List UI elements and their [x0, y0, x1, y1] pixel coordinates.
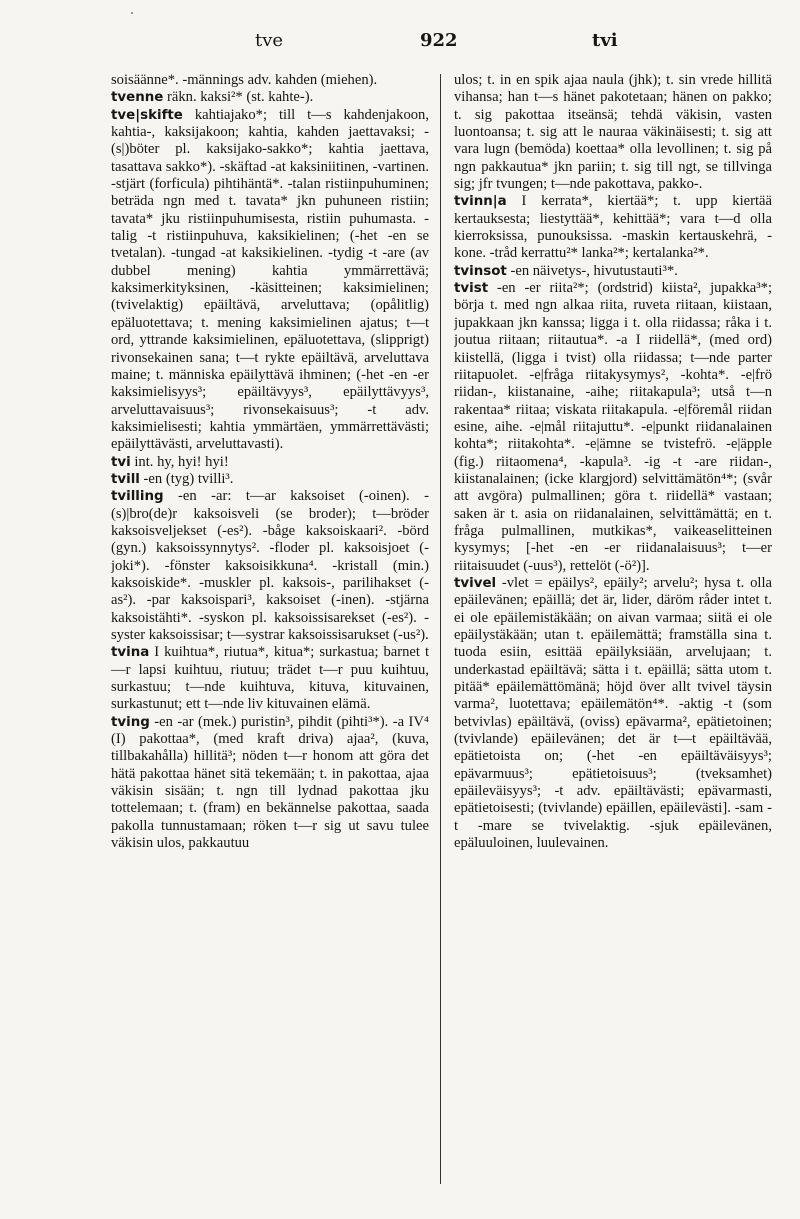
dictionary-entry	[111, 89, 429, 106]
entry-text: I kerrata*, kiertää*; t. upp kiertää kertauksesta; liestyttää*, kehittää*; vara t—d olla kierroksissa, punouksissa. -maskin kertauskehrä, -kone. -tråd kerrattu²* lanka²*; kertalanka²*.	[454, 193, 772, 262]
page-header	[0, 30, 800, 54]
entry-text: -en näivetys-, hivutustauti³*.	[506, 262, 678, 279]
entry-text: ulos; t. in en spik ajaa naula (jhk); t. sin vrede hillitä vihansa; han t—s hänet pakotetaan; hänen on pakko; t. sig pakottaa itseänsä; tehdä väkisin, vasten luontoansa; t. sig att le nauraa väkinäisesti; t. sig att vara lugn (bemöda) koettaa* olla levollinen; t. sig på ngn pakkautua* jkn pariin; t. sig till ngt, se tillvinga sig; jfr tvungen; t—nde pakottava, pakko-.	[454, 72, 772, 193]
entry-text: kahtiajako*; till t—s kahdenjakoon, kahtia-, kaksijakoon; kahtia, kahden jaettavaksi; -(s|)böter pl. kaksijako-sakko*; kahtia jaettava, tasattava sakko*). -skäftad -at kaksiniitinen, -vartinen. -stjärt (forficula) pihtihäntä*. -talan ristiinpuhuminen; beträda ngn med t. tavata* jkn puhuneen ristiin; tavata* jku ristiinpuhumisesta, ristiin puhumasta. -talig -t ristiinpuhuva, kaksikielinen; (-het -en se tvetalan). -tungad -at kaksikielinen. -tydig -t -are (av dubbel mening) kahtia ymmärrettävä; kaksimerkityksinen, -käsitteinen; kaksimielinen; (tvivelaktig) epäiltävä, arveluttava; (opålitlig) epäluotettava; t. mening kaksimielinen ajatus; t—t ord, yttrande kaksimielinen, epäluotettava, (slipprigt) rivonsekainen sana; t—t rykte epäiltävä, arveluttava maine; t. människa epäilyttävä ihminen; (-het -en -er kaksimielisyys³; epäiltävyys³, epäilyttävyys³, arveluttavaisuus³; rivonsekaisuus³; -t adv. kaksimielisesti; kahtia ymmärtäen, ymmärrettävästi; epäilyttävästi, arveluttavasti).	[111, 106, 429, 453]
header-left-guideword: tve	[255, 30, 284, 51]
dictionary-entry	[111, 454, 429, 471]
entry-text: -en -er riita²*; (ordstrid) kiista², jupakka³*; börja t. med ngn alkaa riita, ruveta riitaan, kiistaan, jupakkaan jkn kanssa; ligga i t. olla riidassa; råka i t. joutua riitaan; riitautua*. -a I riidellä*, (med ord) kiistellä, (ligga i tvist) olla riidassa; t—nde parter riitapuolet. -e|fråga riitakysymys², -kohta*. -e|frö riidan-, kiistanaine, -aihe; riitakapula³; utså t—n rakentaa* riitaa; viskata riitakapula. -e|föremål riidan esine, aihe. -e|mål riitajuttu*. -e|punkt riidanalainen kohta*; riitakohta*. -e|ämne se tvistefrö. -e|äpple (fig.) riitaomena⁴, -kapula³. -ig -t -are riidan-, kiistanalainen; (icke klargjord) selvittämätön⁴*; (svår att avgöra) pulmallinen; göra t. riidellä* vastaan; saken är t. asia on riidanalainen, selvittämättä; en t. fråga pulmallinen, mutkikas*, vaikeaselitteinen kysymys; [-het -en -er riidanalaisuus³; t—er riitaisuudet (-uus³), rettelöt (-ö²)].	[454, 280, 772, 574]
left-column	[111, 72, 429, 1192]
dictionary-entry	[111, 644, 429, 713]
entry-headword: tvina	[111, 645, 150, 661]
entry-headword: tvist	[454, 281, 489, 297]
entry-headword: tvi	[111, 454, 131, 470]
dictionary-entry	[111, 107, 429, 454]
column-divider	[440, 74, 441, 1184]
entry-headword: tvenne	[111, 90, 164, 106]
dictionary-entry	[454, 263, 772, 280]
dictionary-entry	[454, 193, 772, 262]
entry-headword: tvinsot	[454, 263, 507, 279]
dictionary-entry	[454, 280, 772, 575]
entry-text: -vlet = epäilys², epäily²; arvelu²; hysa t. olla epäilevänen; epäillä; det är, lider, däröm råder intet t. ei ole epäilemistäkään; on aivan varmaa; siitä ei ole epäilystäkään; utan t. epäilemättä; framställa sina t. tuoda esiin, esittää epäilyksiään, arvelujaan; t. underkastad epäiltävä; sätta i t. epäillä; sätta utom t. pitää* epäilemättömänä; höjd över allt tvivel täysin varma², luotettava; epäilemätön⁴*. -aktig -t (som betvivlas) epäiltävä, (oviss) epävarma², epätietoinen; (tvivlande) epäilevänen; det är t—t epäiltävää, epätietoista on; (-het -en epäiltäväisyys³; epävarmuus³; epätietoisuus³; (tveksamhet) epäileväisyys³; -t adv. epäiltävästi; epävarmasti, epätietoisesti; (tvivlande) epäillen, epäilevästi]. -sam -t -mare se tvivelaktig. -sjuk epäilevänen, epäluuloinen, luulevainen.	[454, 574, 772, 852]
header-right-guideword: tvi	[592, 30, 618, 51]
entry-text: I kuihtua*, riutua*, kitua*; surkastua; barnet t—r lapsi kuihtuu, riutuu; trädet t—r puu kuihtuu, surkastuu; t—nde kuihtuva, kituva, kituvainen, surkastunut; ett t—nde liv kituvainen elämä.	[111, 644, 429, 713]
dictionary-entry	[111, 488, 429, 644]
entry-headword: tvill	[111, 471, 140, 487]
page-speck	[131, 12, 133, 14]
dictionary-entry	[111, 471, 429, 488]
page-number: 922	[420, 30, 458, 51]
entry-headword: tvivel	[454, 575, 497, 591]
entry-headword: tvilling	[111, 489, 164, 505]
entry-headword: tve|skifte	[111, 107, 183, 123]
entry-text: -en (tyg) tvilli³.	[139, 470, 234, 487]
dictionary-entry	[111, 714, 429, 853]
entry-text: int. hy, hyi! hyi!	[130, 453, 229, 470]
dictionary-entry	[111, 72, 429, 89]
entry-text: räkn. kaksi²* (st. kahte-).	[163, 89, 314, 106]
dictionary-entry	[454, 72, 772, 193]
entry-text: -en -ar (mek.) puristin³, pihdit (pihti³*). -a IV⁴ (I) pakottaa*, (med kraft driva) ajaa², (kuva, tillbakahålla) hillitä³; nöden t—r honom att göra det hätä pakottaa hänet sitä tekemään; t. in pakottaa, ajaa väkisin sisään; t. ngn till lydnad pakottaa jku tottelemaan; t. (fram) en bekännelse pakottaa, saada pakolla tunnustamaan; röken t—r sig ut savu tulee väkisin ulos, pakkautuu	[111, 713, 429, 852]
entry-text: soisäänne*. -männings adv. kahden (miehen).	[111, 72, 378, 88]
entry-text: -en -ar: t—ar kaksoiset (-oinen). -(s)|bro(de)r kaksoisveli (se broder); t—bröder kaksoisveljekset (-es²). -båge kaksoiskaari². -börd (gyn.) kaksoissynnytys². -floder pl. kaksoisjoet (-joki*). -fönster kaksoisikkuna⁴. -kristall (min.) kaksoiskide*. -muskler pl. kaksois-, parilihakset (-as²). -par kaksoispari³, kaksoiset (-inen). -stjärna kaksoistähti*. -syskon pl. kaksoissisarekset (-es²). -syster kaksoissisar; t—systrar kaksoissisarukset (-us²).	[111, 488, 429, 643]
entry-headword: tvinn|a	[454, 194, 507, 210]
dictionary-entry	[454, 575, 772, 853]
entry-headword: tving	[111, 714, 150, 730]
right-column	[454, 72, 772, 1192]
